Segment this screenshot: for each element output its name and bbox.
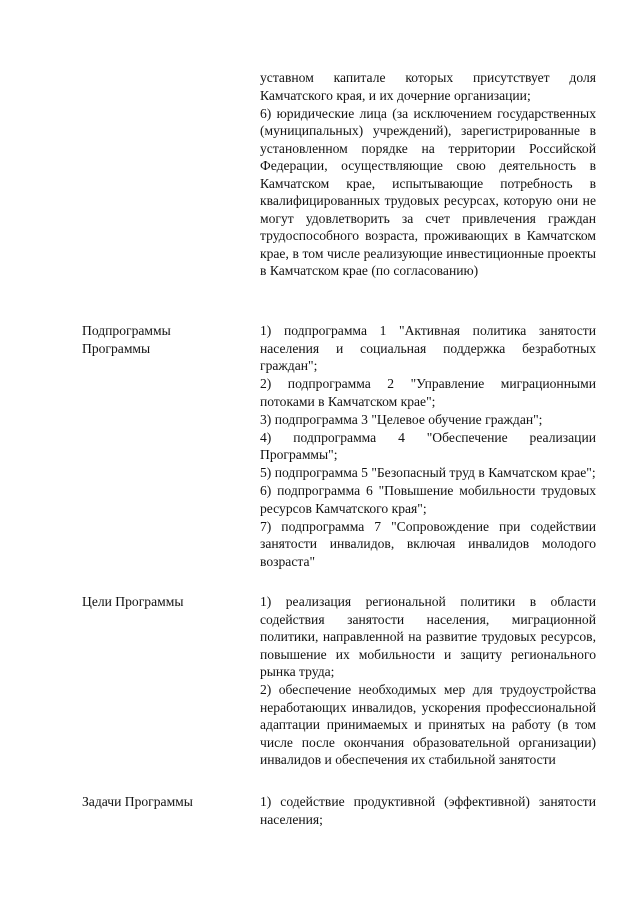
row-label: Цели Программы <box>82 594 184 609</box>
list-item: 4) подпрограмма 4 "Обеспечение реализации Программы"; <box>260 429 596 462</box>
list-item: 2) подпрограмма 2 "Управление миграционными потоками в Камчатском крае"; <box>260 376 596 409</box>
row-content <box>260 593 596 769</box>
row-label: Задачи Программы <box>82 794 193 809</box>
list-item: 7) подпрограмма 7 "Сопровождение при содействии занятости инвалидов, включая инвалидов молодого возраста" <box>260 518 596 569</box>
list-item: 6) подпрограмма 6 "Повышение мобильности трудовых ресурсов Камчатского края"; <box>260 483 596 516</box>
row-content <box>260 69 596 280</box>
row-label-text: Подпрограммы Программы <box>82 323 171 356</box>
row-label <box>82 322 252 357</box>
list-item: 3) подпрограмма 3 "Целевое обучение граждан"; <box>260 411 543 427</box>
list-item: 1) реализация региональной политики в области содействия занятости населения, миграционной политики, направленной на развитие трудовых ресурсов, повышение их мобильности и защиту регионального рынка труда; <box>260 594 596 679</box>
list-item: 1) содействие продуктивной (эффективной) занятости населения; <box>260 794 596 827</box>
list-item: 6) юридические лица (за исключением государственных (муниципальных) учреждений), зарегистрированные в установленном порядке на территории Российской Федерации, осуществляющие свою деятельность в Камчатском крае, испытывающие потребность в квалифицированных трудовых ресурсах, которую они не могут удовлетворить за счет привлечения граждан трудоспособного возраста, проживающих в Камчатском крае, в том числе реализующие инвестиционные проекты в Камчатском крае (по согласованию) <box>260 105 596 278</box>
list-item: уставном капитале которых присутствует доля Камчатского края, и их дочерние организации; <box>260 70 596 103</box>
list-item: 5) подпрограмма 5 "Безопасный труд в Камчатском крае"; <box>260 465 596 480</box>
list-item: 1) подпрограмма 1 "Активная политика занятости населения и социальная поддержка безработных граждан"; <box>260 323 596 373</box>
list-item: 2) обеспечение необходимых мер для трудоустройства неработающих инвалидов, ускорения профессиональной адаптации принимаемых и принятых на работу (в том числе после окончания образовательной организации) инвалидов и обеспечения их стабильной занятости <box>260 682 596 767</box>
row-content <box>260 793 596 829</box>
row-content <box>260 322 596 571</box>
